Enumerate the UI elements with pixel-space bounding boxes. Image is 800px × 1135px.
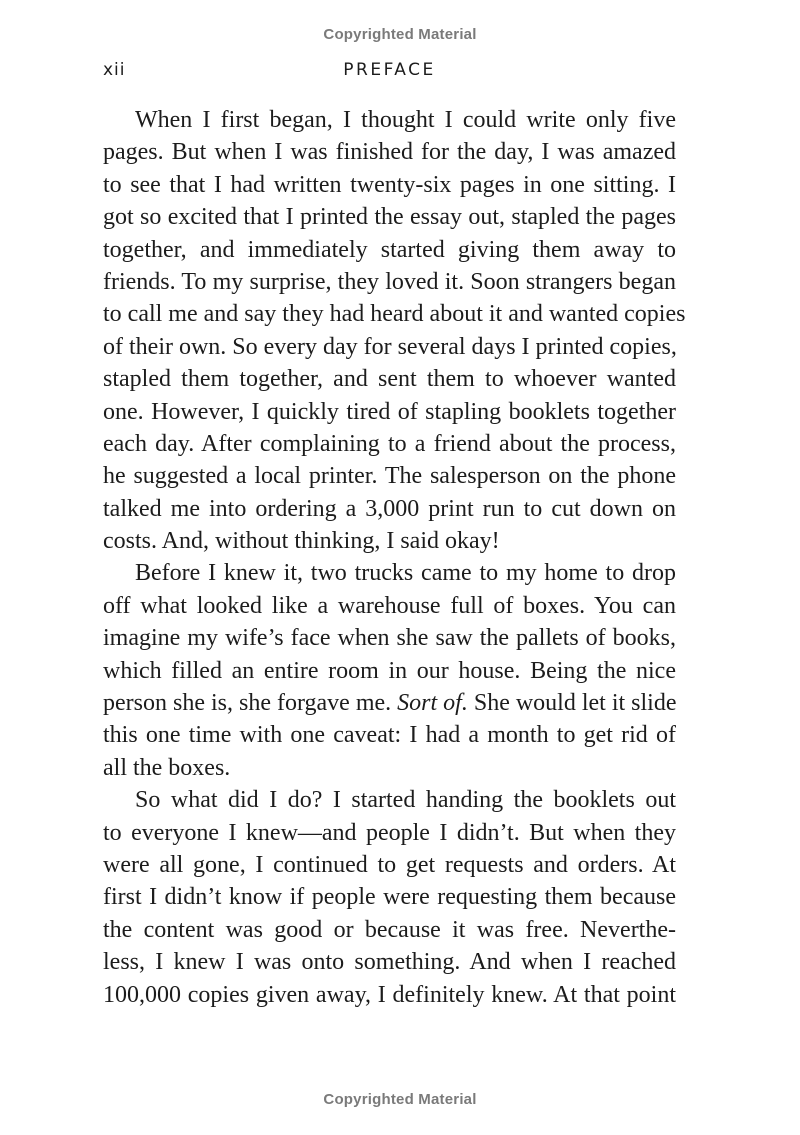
text-line: all the boxes.: [103, 754, 231, 781]
text-line: this one time with one caveat: I had a month to get rid of: [103, 722, 676, 749]
text-line: Before I knew it, two trucks came to my home to drop: [135, 560, 676, 587]
text-line: pages. But when I was finished for the day, I was amazed: [103, 139, 676, 166]
copyright-watermark-bottom: Copyrighted Material: [323, 1091, 477, 1108]
text-segment: She would let it slide: [467, 690, 677, 717]
text-line: together, and immediately started giving them away to: [103, 236, 676, 263]
italic-phrase: Sort of.: [397, 690, 468, 717]
text-line: less, I knew I was onto something. And when I reached: [103, 949, 676, 976]
text-line: he suggested a local printer. The salesperson on the phone: [103, 463, 676, 490]
text-line: the content was good or because it was free. Neverthe-: [103, 916, 676, 943]
text-segment: person she is, she forgave me.: [103, 690, 398, 717]
copyright-watermark-top: Copyrighted Material: [323, 26, 477, 43]
text-line: 100,000 copies given away, I definitely knew. At that point: [103, 981, 676, 1008]
text-line-with-italic: [103, 687, 676, 719]
text-line: which filled an entire room in our house. Being the nice: [103, 657, 676, 684]
text-line: each day. After complaining to a friend about the process,: [103, 430, 676, 457]
text-line: to see that I had written twenty-six pages in one sitting. I: [103, 171, 676, 198]
paragraph-1: [103, 104, 686, 557]
text-line: first I didn’t know if people were requesting them because: [103, 884, 676, 911]
body-text: [103, 104, 686, 1011]
text-line: to call me and say they had heard about it and wanted copies: [103, 301, 686, 328]
running-head: [103, 60, 676, 84]
text-line: So what did I do? I started handing the booklets out: [135, 787, 676, 814]
text-line: talked me into ordering a 3,000 print run to cut down on: [103, 495, 676, 522]
text-line: friends. To my surprise, they loved it. Soon strangers began: [103, 268, 676, 295]
text-line: got so excited that I printed the essay out, stapled the pages: [103, 204, 676, 231]
text-line: one. However, I quickly tired of stapling booklets together: [103, 398, 676, 425]
paragraph-3: [103, 784, 676, 1011]
text-line: imagine my wife’s face when she saw the pallets of books,: [103, 625, 676, 652]
text-line: costs. And, without thinking, I said okay!: [103, 528, 500, 555]
paragraph-2: [103, 557, 676, 784]
text-line: were all gone, I continued to get requests and orders. At: [103, 851, 676, 878]
text-line: When I first began, I thought I could write only five: [135, 107, 676, 133]
section-title: PREFACE: [343, 60, 436, 80]
text-line: stapled them together, and sent them to whoever wanted: [103, 366, 676, 393]
text-line: of their own. So every day for several days I printed copies,: [103, 333, 677, 360]
page-number: xii: [103, 60, 126, 80]
text-line: off what looked like a warehouse full of boxes. You can: [103, 592, 676, 619]
text-line: to everyone I knew—and people I didn’t. But when they: [103, 819, 676, 846]
